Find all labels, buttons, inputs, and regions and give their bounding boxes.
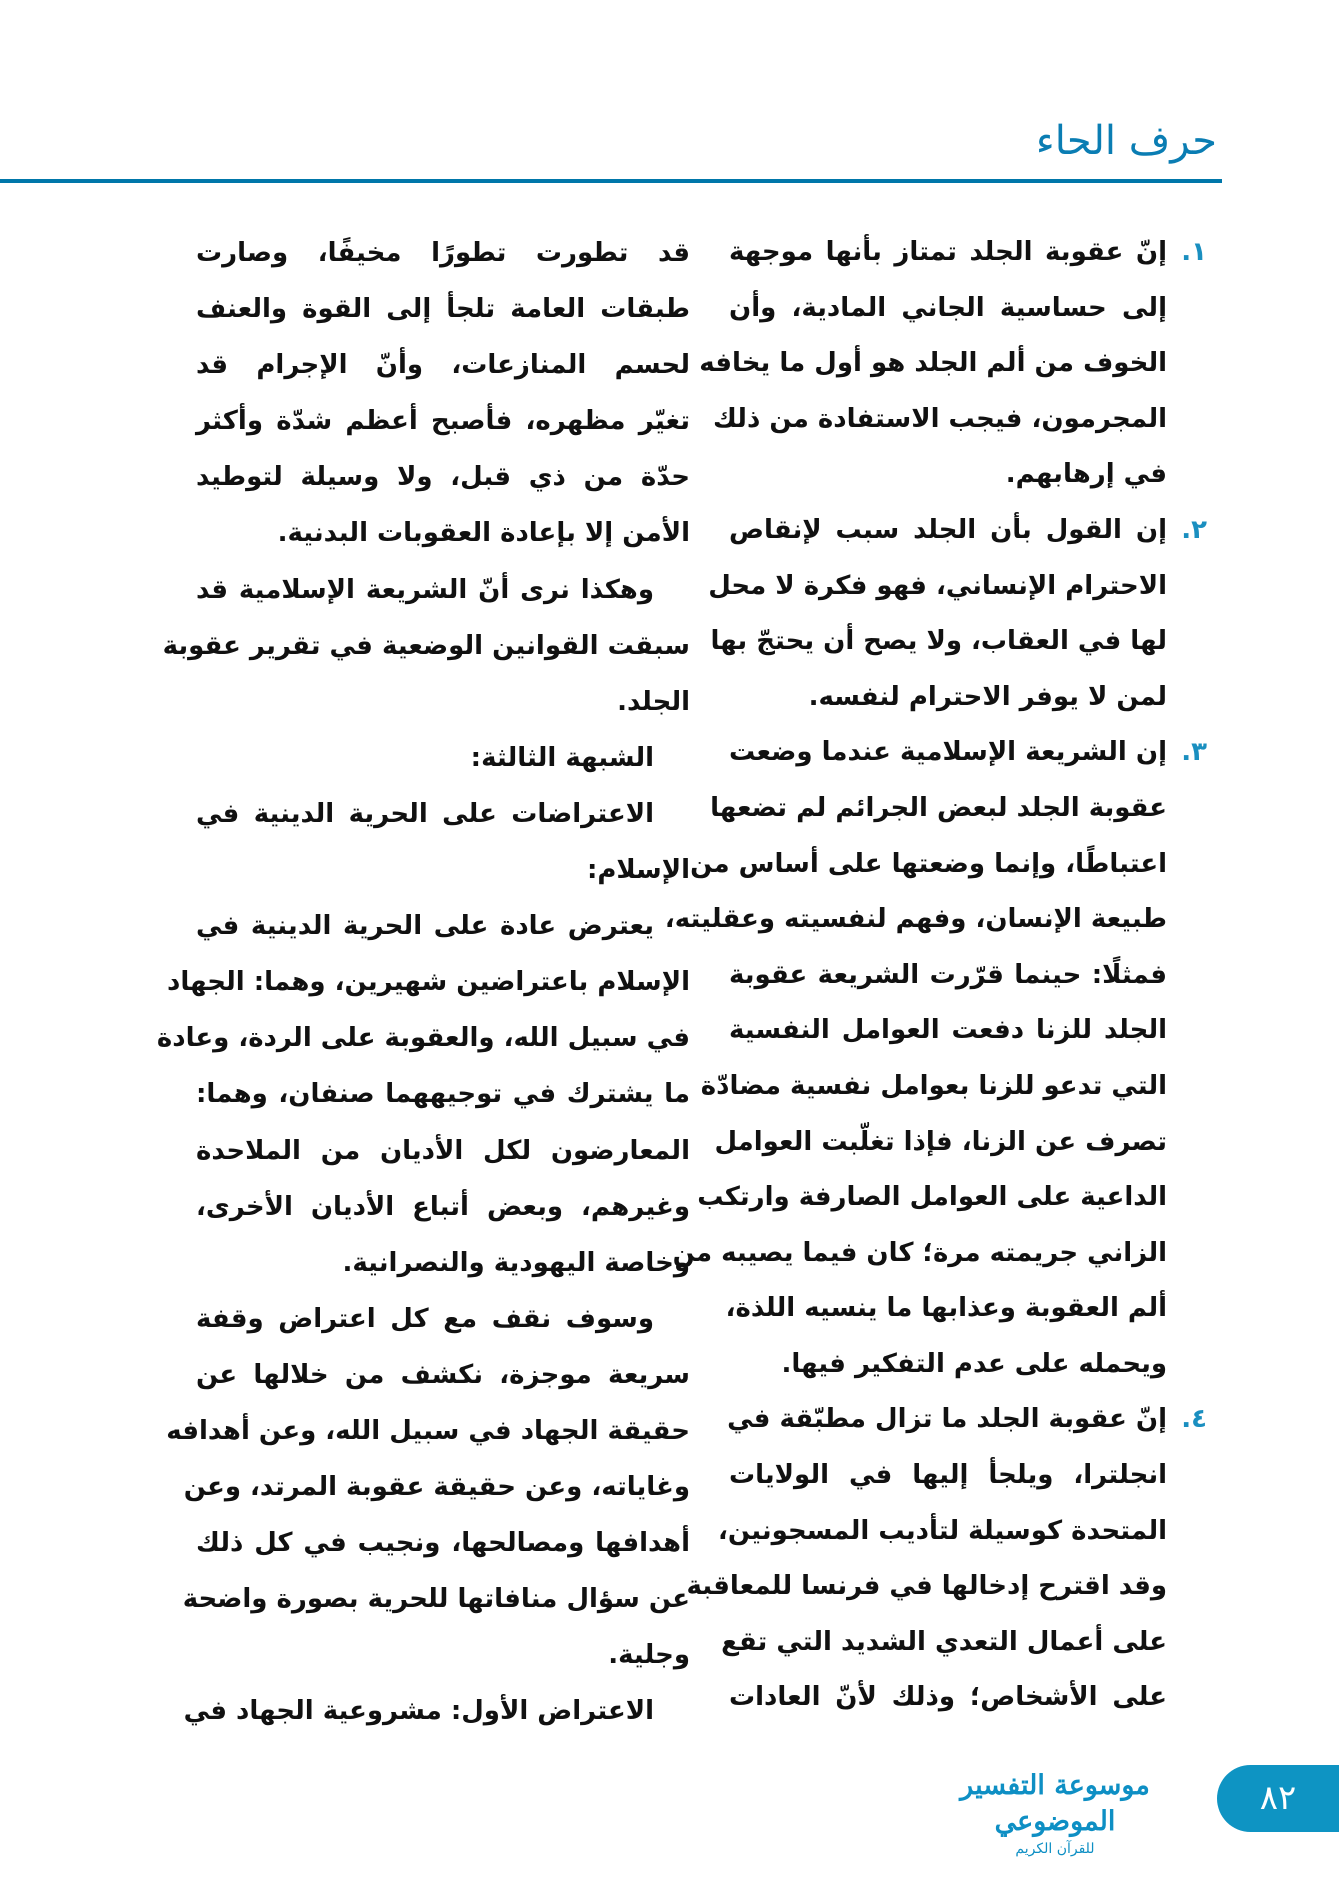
line-text: الاحترام الإنساني، فهو فكرة لا محل: [708, 570, 1167, 601]
section-heading: [196, 730, 690, 786]
text-line: [729, 670, 1167, 726]
text-line: [196, 337, 690, 393]
text-line: [686, 1559, 1167, 1615]
text-line: [664, 892, 1167, 948]
text-line: [196, 225, 690, 281]
text-line: [729, 225, 1207, 281]
line-text: أهدافها ومصالحها، ونجيب في كل ذلك: [196, 1528, 690, 1559]
line-text: المجرمون، فيجب الاستفادة من ذلك: [712, 403, 1167, 434]
line-text: لمن لا يوفر الاحترام لنفسه.: [808, 681, 1167, 712]
text-line: [690, 837, 1167, 893]
line-text: ما يشترك في توجيههما صنفان، وهما:: [196, 1079, 690, 1110]
line-text: الإسلام باعتراضين شهيرين، وهما: الجهاد: [167, 967, 690, 998]
line-text: يعترض عادة على الحرية الدينية في: [196, 911, 654, 942]
text-line: [710, 614, 1167, 670]
text-line: [196, 898, 690, 954]
text-line: [712, 392, 1167, 448]
line-text: وغيرهم، وبعض أتباع الأديان الأخرى،: [196, 1191, 690, 1222]
line-text: إنّ عقوبة الجلد تمتاز بأنها موجهة: [729, 237, 1167, 267]
text-line: [697, 1170, 1167, 1226]
line-text: عن سؤال منافاتها للحرية بصورة واضحة: [182, 1584, 690, 1615]
line-text: وجلية.: [608, 1640, 690, 1671]
line-text: سبقت القوانين الوضعية في تقرير عقوبة: [162, 630, 690, 661]
line-text: عقوبة الجلد لبعض الجرائم لم تضعها: [710, 792, 1167, 823]
text-line: [729, 447, 1167, 503]
line-text: تغيّر مظهره، فأصبح أعظم شدّة وأكثر: [196, 406, 690, 437]
publisher-logo: [930, 1768, 1180, 1858]
text-line: [672, 1226, 1167, 1282]
text-line: [196, 449, 690, 505]
line-text: لها في العقاب، ولا يصح أن يحتجّ بها: [710, 626, 1167, 657]
line-text: إن القول بأن الجلد سبب لإنقاص: [729, 514, 1167, 545]
line-text: سريعة موجزة، نكشف من خلالها عن: [196, 1359, 690, 1390]
text-line: [183, 1683, 690, 1739]
right-text-column: [664, 225, 1207, 1726]
line-text: الأمن إلا بإعادة العقوبات البدنية.: [277, 518, 690, 549]
text-line: [166, 1403, 690, 1459]
line-text: الجلد.: [617, 686, 690, 717]
line-text: طبيعة الإنسان، وفهم لنفسيته وعقليته،: [664, 904, 1167, 935]
line-text: في إرهابهم.: [1005, 459, 1167, 490]
text-line: [700, 1059, 1167, 1115]
page-number-badge: ٨٢: [1217, 1765, 1339, 1832]
text-line: [196, 1123, 690, 1179]
line-text: إنّ عقوبة الجلد ما تزال مطبّقة في: [727, 1404, 1167, 1435]
logo-title: موسوعة التفسير الموضوعي: [960, 1770, 1150, 1837]
text-line: [196, 281, 690, 337]
line-text: تصرف عن الزنا، فإذا تغلّبت العوامل: [714, 1126, 1167, 1157]
line-text: قد تطورت تطورًا مخيفًا، وصارت: [196, 238, 690, 268]
text-line: [729, 1003, 1167, 1059]
line-text: وخاصة اليهودية والنصرانية.: [342, 1247, 690, 1278]
line-text: في سبيل الله، والعقوبة على الردة، وعادة: [156, 1023, 690, 1054]
list-item-number: ٤.: [1181, 1404, 1207, 1435]
line-text: الاعتراض الأول: مشروعية الجهاد في: [183, 1696, 654, 1727]
line-text: وهكذا نرى أنّ الشريعة الإسلامية قد: [196, 574, 654, 605]
line-text: الإسلام:: [586, 855, 690, 886]
text-line: [183, 1459, 690, 1515]
line-text: على أعمال التعدي الشديد التي تقع: [721, 1626, 1167, 1657]
text-line: [718, 1504, 1167, 1560]
left-text-column: [156, 225, 690, 1740]
text-line: [196, 674, 690, 730]
text-line: [710, 781, 1167, 837]
line-text: وقد اقترح إدخالها في فرنسا للمعاقبة: [686, 1571, 1167, 1602]
list-item-number: ١.: [1181, 237, 1207, 267]
line-text: الجلد للزنا دفعت العوامل النفسية: [729, 1015, 1167, 1046]
line-text: الاعتراضات على الحرية الدينية في: [196, 798, 654, 829]
text-line: [729, 1670, 1167, 1726]
text-line: [196, 1627, 690, 1683]
text-line: [196, 505, 690, 561]
text-line: [727, 1392, 1207, 1448]
text-line: [714, 1115, 1167, 1171]
text-line: [196, 1066, 690, 1122]
text-line: [167, 954, 690, 1010]
text-line: [196, 1515, 690, 1571]
line-text: التي تدعو للزنا بعوامل نفسية مضادّة: [700, 1070, 1167, 1101]
logo-subtitle: للقرآن الكريم: [1015, 1841, 1095, 1857]
text-line: [182, 1571, 690, 1627]
text-line: [196, 393, 690, 449]
text-line: [156, 1010, 690, 1066]
text-line: [725, 1281, 1167, 1337]
text-line: [721, 1615, 1167, 1671]
line-text: حقيقة الجهاد في سبيل الله، وعن أهدافه: [166, 1415, 690, 1446]
text-line: [196, 786, 690, 842]
header-divider: [0, 179, 1222, 183]
line-text: على الأشخاص؛ وذلك لأنّ العادات: [729, 1682, 1167, 1713]
line-text: وغاياته، وعن حقيقة عقوبة المرتد، وعن: [183, 1472, 690, 1503]
text-line: [196, 562, 690, 618]
line-text: وسوف نقف مع كل اعتراض وقفة: [196, 1303, 654, 1334]
line-text: المتحدة كوسيلة لتأديب المسجونين،: [718, 1515, 1167, 1546]
text-line: [729, 1448, 1167, 1504]
line-text: ألم العقوبة وعذابها ما ينسيه اللذة،: [725, 1293, 1167, 1324]
text-line: [162, 618, 690, 674]
line-text: طبقات العامة تلجأ إلى القوة والعنف: [196, 294, 690, 325]
line-text: انجلترا، ويلجأ إليها في الولايات: [729, 1460, 1167, 1491]
line-text: لحسم المنازعات، وأنّ الإجرام قد: [196, 350, 690, 381]
text-line: [729, 281, 1167, 337]
line-text: ويحمله على عدم التفكير فيها.: [781, 1348, 1167, 1379]
line-text: المعارضون لكل الأديان من الملاحدة: [196, 1135, 690, 1166]
chapter-title: حرف الحاء: [1035, 118, 1217, 164]
line-text: الداعية على العوامل الصارفة وارتكب: [697, 1182, 1167, 1213]
text-line: [729, 503, 1207, 559]
line-text: حدّة من ذي قبل، ولا وسيلة لتوطيد: [196, 462, 690, 493]
line-text: إلى حساسية الجاني المادية، وأن: [729, 292, 1167, 323]
line-text: الزاني جريمته مرة؛ كان فيما يصيبه من: [672, 1237, 1167, 1268]
text-line: [729, 1337, 1167, 1393]
text-line: [729, 948, 1167, 1004]
line-text: اعتباطًا، وإنما وضعتها على أساس من: [690, 848, 1167, 879]
line-text: الشبهة الثالثة:: [470, 742, 654, 773]
text-line: [729, 725, 1207, 781]
text-line: [708, 559, 1167, 615]
line-text: إن الشريعة الإسلامية عندما وضعت: [729, 737, 1167, 768]
line-text: الخوف من ألم الجلد هو أول ما يخافه: [699, 348, 1167, 379]
text-line: [196, 1291, 690, 1347]
text-line: [196, 1235, 690, 1291]
text-line: [196, 1179, 690, 1235]
text-line: [196, 842, 690, 898]
text-line: [699, 336, 1167, 392]
line-text: فمثلًا: حينما قرّرت الشريعة عقوبة: [729, 959, 1167, 990]
list-item-number: ٢.: [1181, 514, 1207, 545]
text-line: [196, 1347, 690, 1403]
list-item-number: ٣.: [1181, 737, 1207, 768]
